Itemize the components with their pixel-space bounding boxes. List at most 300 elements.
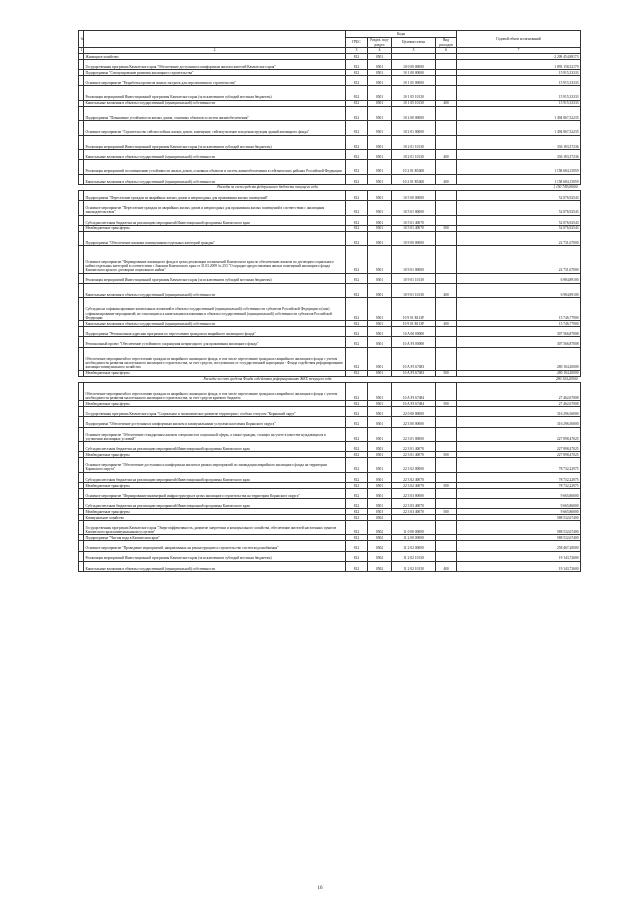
table-row — [79, 174, 581, 184]
row-razdel: 0502 — [368, 561, 392, 571]
row-name: Основное мероприятие "Строительство сейсмостойких жилых домов, замещение, сейсмоусиление или реконструкция зданий жилищного фонда" — [84, 121, 346, 136]
table-row — [79, 150, 581, 160]
header-number: № — [79, 31, 84, 48]
row-razdel: 0501 — [368, 458, 392, 473]
row-csr: 22 0 00 00000 — [392, 407, 436, 417]
row-razdel: 0501 — [368, 442, 392, 452]
row-name: Государственная программа Камчатского края "Обеспечение доступным и комфортным жильем жителей Камчатского края" — [84, 59, 346, 69]
row-name: Межбюджетные трансферты — [84, 225, 346, 231]
row-sum: 588 532,67400 — [457, 515, 581, 521]
note-text: Расходы за счет средств федерального бюджета текущего года — [217, 185, 318, 190]
row-grbs: 812 — [346, 561, 368, 571]
row-csr: 10 A F3 67483 — [392, 347, 436, 370]
row-vr — [436, 201, 457, 216]
row-grbs: 812 — [346, 442, 368, 452]
page-number: 16 — [317, 886, 323, 891]
row-razdel: 0501 — [368, 59, 392, 69]
row-vr — [436, 499, 457, 509]
header-sum: Годовой объем ассигнований — [457, 31, 581, 48]
table-row — [79, 283, 581, 298]
table-row — [79, 75, 581, 85]
row-name: Подпрограмма "Переселение граждан из аварийных жилых домов и непригодных для проживания жилых помещений" — [84, 190, 346, 200]
row-razdel: 0501 — [368, 488, 392, 498]
row-razdel: 0502 — [368, 535, 392, 541]
row-csr: 10 2 00 00000 — [392, 106, 436, 121]
row-vr — [436, 488, 457, 498]
row-vr — [436, 427, 457, 442]
row-sum: 227 898,47025 — [457, 452, 581, 458]
table-row — [79, 86, 581, 101]
row-name: Капитальные вложения в объекты государственной (муниципальной) собственности — [84, 100, 346, 106]
row-csr: 10 A F3 00000 — [392, 337, 436, 347]
row-csr: 10 A F3 67484 — [392, 382, 436, 401]
row-razdel: 0501 — [368, 150, 392, 160]
table-row — [79, 160, 581, 175]
row-razdel: 0501 — [368, 273, 392, 283]
row-grbs: 812 — [346, 298, 368, 321]
row-vr — [436, 472, 457, 482]
row-name: Межбюджетные трансферты — [84, 452, 346, 458]
row-sum: 336 183,37236 — [457, 135, 581, 150]
row-sum: 280 104,20000 — [457, 370, 581, 376]
row-grbs: 812 — [346, 246, 368, 273]
row-sum: 280 104,20000 — [457, 347, 581, 370]
row-name: Субсидии местным бюджетам на реализацию мероприятий Инвестиционной программы Камчатского края — [84, 215, 346, 225]
row-grbs: 812 — [346, 417, 368, 427]
row-vr — [436, 417, 457, 427]
row-vr: 500 — [436, 452, 457, 458]
row-sum: 19 143,72600 — [457, 561, 581, 571]
header-grbs: ГРБС — [346, 38, 368, 48]
row-grbs: 812 — [346, 160, 368, 175]
row-razdel: 0501 — [368, 452, 392, 458]
row-csr: 22 3 02 40070 — [392, 472, 436, 482]
row-vr: 400 — [436, 561, 457, 571]
row-grbs: 812 — [346, 327, 368, 337]
row-grbs: 812 — [346, 520, 368, 535]
row-name: Межбюджетные трансферты — [84, 401, 346, 407]
row-csr: 22 3 03 40070 — [392, 509, 436, 515]
row-grbs: 812 — [346, 488, 368, 498]
row-sum: 307 566,87008 — [457, 327, 581, 337]
row-name: Обеспечение мероприятий по переселению граждан из аварийного жилищного фонда, в том числе переселению граждан из аварийного жилищного фонда с учетом необходимости развития малоэтажного жилищного строительства, за счет средств, поступивших от государственной корпорации - Фонда содействия реформированию жилищно-коммунального хозяйства — [84, 347, 346, 370]
row-vr — [436, 520, 457, 535]
row-razdel: 0501 — [368, 509, 392, 515]
table-row — [79, 106, 581, 121]
row-grbs: 812 — [346, 541, 368, 551]
row-name: Подпрограмма "Обеспечение доступным и комфортным жильем и коммунальными услугами населения Корякского округа" — [84, 417, 346, 427]
row-vr — [436, 190, 457, 200]
row-vr — [436, 337, 457, 347]
row-grbs: 812 — [346, 54, 368, 60]
row-vr: 400 — [436, 100, 457, 106]
row-name: Основное мероприятие "Формирование жилищного фонда в целях реализации полномочий Камчатского края по обеспечению жильем по договорам социального найма отдельных категорий в соответствии с Законом Камчатского края от 31.03.2009 № 253 "О порядке предоставления жилых помещений жилищного фонда Камчатского края по договорам социального найма" — [84, 246, 346, 273]
row-csr: 10 A F3 67483 — [392, 370, 436, 376]
row-razdel: 0501 — [368, 246, 392, 273]
row-name: Региональный проект "Обеспечение устойчивого сокращения непригодного для проживания жилищного фонда" — [84, 337, 346, 347]
row-sum: 15 915,33333 — [457, 75, 581, 85]
row-sum: 316 296,56000 — [457, 407, 581, 417]
row-sum: 52 076,92543 — [457, 225, 581, 231]
row-sum: 9 665,86000 — [457, 499, 581, 509]
row-sum: 15 746,77900 — [457, 321, 581, 327]
row-sum: 27 462,67008 — [457, 401, 581, 407]
row-csr: 10 5 01 40070 — [392, 215, 436, 225]
table-row — [79, 458, 581, 473]
table-body — [79, 54, 581, 572]
row-grbs: 812 — [346, 482, 368, 488]
row-razdel: 0502 — [368, 551, 392, 561]
row-name: Подпрограмма "Стимулирование развития жилищного строительства" — [84, 70, 346, 76]
row-razdel: 0501 — [368, 190, 392, 200]
row-csr: 10 9 00 00000 — [392, 231, 436, 246]
row-csr: 10 0 00 00000 — [392, 59, 436, 69]
row-csr: 22 3 03 00000 — [392, 488, 436, 498]
row-grbs: 812 — [346, 509, 368, 515]
row-sum: 588 532,67400 — [457, 520, 581, 535]
row-grbs: 812 — [346, 551, 368, 561]
row-vr: 500 — [436, 509, 457, 515]
budget-table — [78, 30, 581, 572]
table-row — [79, 215, 581, 225]
row-grbs: 812 — [346, 106, 368, 121]
row-razdel: 0501 — [368, 417, 392, 427]
row-grbs: 812 — [346, 321, 368, 327]
row-csr: 10 2 01 10130 — [392, 150, 436, 160]
row-vr — [436, 86, 457, 101]
table-row — [79, 382, 581, 401]
row-razdel: 0502 — [368, 515, 392, 521]
row-razdel: 0501 — [368, 321, 392, 327]
row-name: Основное мероприятие "Разработка проектов жилых застроек для перспективного строительства" — [84, 75, 346, 85]
row-vr: 500 — [436, 401, 457, 407]
row-sum: 1 494 867,52235 — [457, 121, 581, 136]
row-grbs: 812 — [346, 135, 368, 150]
row-csr: 10 2 01 R5400 — [392, 174, 436, 184]
row-razdel: 0501 — [368, 407, 392, 417]
row-razdel: 0501 — [368, 337, 392, 347]
row-csr: 10 1 05 10130 — [392, 86, 436, 101]
row-vr: 400 — [436, 174, 457, 184]
row-razdel: 0501 — [368, 225, 392, 231]
row-sum: 78 732,22975 — [457, 472, 581, 482]
col-num-1: 1 — [80, 48, 83, 53]
row-csr: 10 2 01 R5400 — [392, 160, 436, 175]
row-sum: 6 984,89100 — [457, 283, 581, 298]
row-name: Основное мероприятие "Переселение граждан из аварийных жилых домов и непригодных для проживания жилых помещений в соответствии с жилищным законодательством" — [84, 201, 346, 216]
row-name: Реализация мероприятий Инвестиционной программы Камчатского края (за исключением субсидий местным бюджетам) — [84, 273, 346, 283]
row-csr: 22 3 01 40070 — [392, 452, 436, 458]
header-codes: Коды — [346, 31, 457, 38]
row-grbs: 812 — [346, 337, 368, 347]
row-vr: 400 — [436, 150, 457, 160]
row-name: Капитальные вложения в объекты государственной (муниципальной) собственности — [84, 174, 346, 184]
row-grbs: 812 — [346, 174, 368, 184]
row-grbs: 812 — [346, 59, 368, 69]
row-csr: 22 3 03 40070 — [392, 499, 436, 509]
table-row — [79, 417, 581, 427]
row-razdel: 0501 — [368, 327, 392, 337]
row-vr — [436, 273, 457, 283]
header-name — [84, 31, 346, 48]
row-csr: 10 1 05 00000 — [392, 75, 436, 85]
col-num-6: 6 — [436, 48, 457, 54]
row-vr — [436, 160, 457, 175]
row-grbs: 812 — [346, 427, 368, 442]
row-grbs: 812 — [346, 535, 368, 541]
row-name: Государственная программа Камчатского края "Социальное и экономическое развитие территории с особым статусом "Корякский округ" — [84, 407, 346, 417]
row-razdel: 0501 — [368, 382, 392, 401]
table-row — [79, 231, 581, 246]
row-grbs: 812 — [346, 458, 368, 473]
row-sum: 588 532,67400 — [457, 535, 581, 541]
row-razdel: 0501 — [368, 201, 392, 216]
table-row — [79, 135, 581, 150]
table-row — [79, 190, 581, 200]
row-vr — [436, 541, 457, 551]
table-row — [79, 488, 581, 498]
row-csr: 10 9 01 10130 — [392, 283, 436, 298]
row-name: Основное мероприятие "Проведение мероприятий, направленных на реконструкцию и строительство систем водоснабжения" — [84, 541, 346, 551]
row-razdel: 0501 — [368, 54, 392, 60]
row-name: Подпрограмма "Чистая вода в Камчатском крае" — [84, 535, 346, 541]
row-name: Капитальные вложения в объекты государственной (муниципальной) собственности — [84, 283, 346, 298]
row-sum: 227 898,47025 — [457, 427, 581, 442]
row-csr: 22 3 02 40070 — [392, 482, 436, 488]
row-grbs: 812 — [346, 100, 368, 106]
col-num-7: 7 — [457, 48, 581, 54]
table-row — [79, 201, 581, 216]
row-name: Коммунальное хозяйство — [84, 515, 346, 521]
row-vr — [436, 59, 457, 69]
row-name: Реализация мероприятий Инвестиционной программы Камчатского края (за исключением субсидий местным бюджетам) — [84, 135, 346, 150]
row-vr — [436, 551, 457, 561]
header-csr: Целевая статья — [392, 38, 436, 48]
row-grbs: 812 — [346, 283, 368, 298]
row-sum: 6 984,89100 — [457, 273, 581, 283]
row-csr: 10 9 01 00000 — [392, 246, 436, 273]
row-csr: 11 2 02 10130 — [392, 551, 436, 561]
row-sum: 258 467,20000 — [457, 541, 581, 551]
row-vr — [436, 215, 457, 225]
row-sum: 9 665,86000 — [457, 488, 581, 498]
row-grbs: 812 — [346, 86, 368, 101]
row-csr: 22 3 01 40070 — [392, 442, 436, 452]
table-row — [79, 298, 581, 321]
header-razdel: Раздел, под-раздел — [368, 38, 392, 48]
table-row — [79, 541, 581, 551]
row-grbs: 812 — [346, 225, 368, 231]
row-csr: 10 5 01 40070 — [392, 225, 436, 231]
header-vr: Вид расходов — [436, 38, 457, 48]
table-row — [79, 59, 581, 69]
row-razdel: 0501 — [368, 174, 392, 184]
row-sum: 78 732,22975 — [457, 458, 581, 473]
row-sum: 15 915,33333 — [457, 100, 581, 106]
table-row — [79, 121, 581, 136]
note-sum: 1 150 749,00000 — [553, 185, 578, 190]
row-vr: 500 — [436, 482, 457, 488]
table-row — [79, 327, 581, 337]
row-grbs: 812 — [346, 150, 368, 160]
row-razdel: 0501 — [368, 70, 392, 76]
row-csr: 22 3 00 00000 — [392, 417, 436, 427]
table-row — [79, 520, 581, 535]
row-vr: 400 — [436, 321, 457, 327]
row-grbs: 812 — [346, 201, 368, 216]
row-name: Основное мероприятие "Формирование инженерной инфраструктуры в целях жилищного строительства на территории Корякского округа" — [84, 488, 346, 498]
row-sum: 52 076,92543 — [457, 215, 581, 225]
table-row — [79, 273, 581, 283]
row-csr: 11 2 00 00000 — [392, 535, 436, 541]
row-csr: 10 A 00 00000 — [392, 327, 436, 337]
row-name: Обеспечение мероприятий по переселению граждан из аварийного жилищного фонда, в том числе переселению граждан из аварийного жилищного фонда с учетом необходимости развития малоэтажного жилищного строительства, за счет средств краевого бюджета — [84, 382, 346, 401]
row-sum: 336 183,37236 — [457, 150, 581, 160]
row-vr — [436, 121, 457, 136]
table-row — [79, 427, 581, 442]
row-grbs: 812 — [346, 370, 368, 376]
col-num-4: 4 — [368, 48, 392, 54]
table-row — [79, 337, 581, 347]
row-csr: 11 0 00 00000 — [392, 520, 436, 535]
note-sum: 280 104,20000 — [555, 376, 578, 381]
col-num-2: 2 — [84, 48, 346, 54]
row-vr — [436, 327, 457, 337]
row-razdel: 0501 — [368, 75, 392, 85]
row-sum: 227 898,47025 — [457, 442, 581, 452]
row-sum: 1 158 684,15059 — [457, 174, 581, 184]
row-vr — [436, 106, 457, 121]
row-vr — [436, 75, 457, 85]
row-grbs: 812 — [346, 190, 368, 200]
row-vr — [436, 231, 457, 246]
row-name: Государственная программа Камчатского края "Энергоэффективность, развитие энергетики и коммунального хозяйства, обеспечение жителей населенных пунктов Камчатского края коммунальными услугами" — [84, 520, 346, 535]
row-name: Реализация мероприятий Инвестиционной программы Камчатского края (за исключением субсидий местным бюджетам) — [84, 551, 346, 561]
row-razdel: 0501 — [368, 160, 392, 175]
row-name: Жилищное хозяйство — [84, 54, 346, 60]
row-razdel: 0501 — [368, 472, 392, 482]
row-csr: 11 2 02 10130 — [392, 561, 436, 571]
note-text: Расходы за счет средств Фонда содействия реформированию ЖКХ текущего года — [203, 376, 332, 381]
row-sum: 15 746,77900 — [457, 298, 581, 321]
row-grbs: 812 — [346, 515, 368, 521]
row-csr: 10 9 01 10130 — [392, 273, 436, 283]
table-row — [79, 246, 581, 273]
table-row — [79, 499, 581, 509]
row-vr: 500 — [436, 225, 457, 231]
row-grbs: 812 — [346, 407, 368, 417]
row-sum: 78 732,22975 — [457, 482, 581, 488]
table-row — [79, 442, 581, 452]
row-sum: 2 209 454,88173 — [457, 54, 581, 60]
row-grbs: 812 — [346, 75, 368, 85]
row-name: Основное мероприятие "Обеспечение доступным и комфортным жильем в рамках мероприятий по ликвидации аварийного жилищного фонда на территории Корякского округа" — [84, 458, 346, 473]
row-razdel: 0501 — [368, 427, 392, 442]
row-vr: 400 — [436, 283, 457, 298]
row-csr: 10 9 01 R113F — [392, 321, 436, 327]
row-razdel: 0501 — [368, 121, 392, 136]
row-csr: 10 5 01 00000 — [392, 201, 436, 216]
row-grbs: 812 — [346, 347, 368, 370]
row-vr — [436, 246, 457, 273]
row-name: Субсидии местным бюджетам на реализацию мероприятий Инвестиционной программы Камчатского края — [84, 499, 346, 509]
row-grbs: 812 — [346, 382, 368, 401]
row-name: Подпрограмма "Повышение устойчивости жилых домов, основных объектов и систем жизнеобеспечения" — [84, 106, 346, 121]
row-grbs: 812 — [346, 472, 368, 482]
row-name: Субсидии на софинансирование капитальных вложений в объекты государственной (муниципальной) собственности субъектов Российской Федерации и (или) софинансирование мероприятий, не относящихся к капитальным вложениям в объекты государственной (муниципальной) собственности субъектов Российской Федерации — [84, 298, 346, 321]
row-sum: 15 915,33333 — [457, 70, 581, 76]
row-csr: 10 9 01 R113F — [392, 298, 436, 321]
row-csr: 10 2 01 10130 — [392, 135, 436, 150]
row-sum: 15 915,33333 — [457, 86, 581, 101]
row-csr: 22 3 02 00000 — [392, 458, 436, 473]
row-vr — [436, 442, 457, 452]
row-name: Основное мероприятие "Обеспечение стандартным жильем специалистов социальной сферы, а также граждан, стоящих на учете в качестве нуждающихся в улучшении жилищных условий" — [84, 427, 346, 442]
row-sum: 1 893 158,32179 — [457, 59, 581, 69]
row-grbs: 812 — [346, 452, 368, 458]
row-name: Межбюджетные трансферты — [84, 370, 346, 376]
row-razdel: 0501 — [368, 499, 392, 509]
row-csr: 11 2 02 00000 — [392, 541, 436, 551]
row-name: Подпрограмма "Региональная адресная программа по переселению граждан из аварийного жилищного фонда" — [84, 327, 346, 337]
row-razdel: 0501 — [368, 135, 392, 150]
row-name: Межбюджетные трансферты — [84, 509, 346, 515]
row-csr: 10 1 00 00000 — [392, 70, 436, 76]
row-name: Капитальные вложения в объекты государственной (муниципальной) собственности — [84, 321, 346, 327]
table-row — [79, 347, 581, 370]
row-sum: 22 731,67000 — [457, 231, 581, 246]
row-csr: 10 A F3 67484 — [392, 401, 436, 407]
row-razdel: 0501 — [368, 215, 392, 225]
row-vr — [436, 407, 457, 417]
row-name: Капитальные вложения в объекты государственной (муниципальной) собственности — [84, 150, 346, 160]
row-grbs: 812 — [346, 499, 368, 509]
row-vr: 500 — [436, 370, 457, 376]
table-row — [79, 551, 581, 561]
row-vr — [436, 458, 457, 473]
row-csr: 22 3 01 00000 — [392, 427, 436, 442]
row-name: Реализация мероприятий Инвестиционной программы Камчатского края (за исключением субсидий местным бюджетам) — [84, 86, 346, 101]
row-name: Субсидии местным бюджетам на реализацию мероприятий Инвестиционной программы Камчатского края — [84, 442, 346, 452]
row-razdel: 0501 — [368, 482, 392, 488]
table-row — [79, 561, 581, 571]
row-csr: 10 2 01 00000 — [392, 121, 436, 136]
table-row — [79, 472, 581, 482]
row-sum: 52 076,92543 — [457, 201, 581, 216]
row-sum: 27 462,67008 — [457, 382, 581, 401]
row-name: Капитальные вложения в объекты государственной (муниципальной) собственности — [84, 561, 346, 571]
row-vr — [436, 347, 457, 370]
row-csr: 10 1 05 10130 — [392, 100, 436, 106]
row-csr: 10 5 00 00000 — [392, 190, 436, 200]
col-num-3: 3 — [346, 48, 368, 54]
row-sum: 307 566,87008 — [457, 337, 581, 347]
row-razdel: 0501 — [368, 401, 392, 407]
row-razdel: 0501 — [368, 86, 392, 101]
row-sum: 52 076,92543 — [457, 190, 581, 200]
row-sum: 316 296,56000 — [457, 417, 581, 427]
row-razdel: 0501 — [368, 298, 392, 321]
col-num-5: 5 — [392, 48, 436, 54]
row-grbs: 812 — [346, 231, 368, 246]
row-razdel: 0501 — [368, 370, 392, 376]
row-vr — [436, 298, 457, 321]
row-name: Субсидии местным бюджетам на реализацию мероприятий Инвестиционной программы Камчатского края — [84, 472, 346, 482]
table-row — [79, 407, 581, 417]
row-razdel: 0501 — [368, 106, 392, 121]
row-razdel: 0501 — [368, 100, 392, 106]
row-razdel: 0501 — [368, 347, 392, 370]
